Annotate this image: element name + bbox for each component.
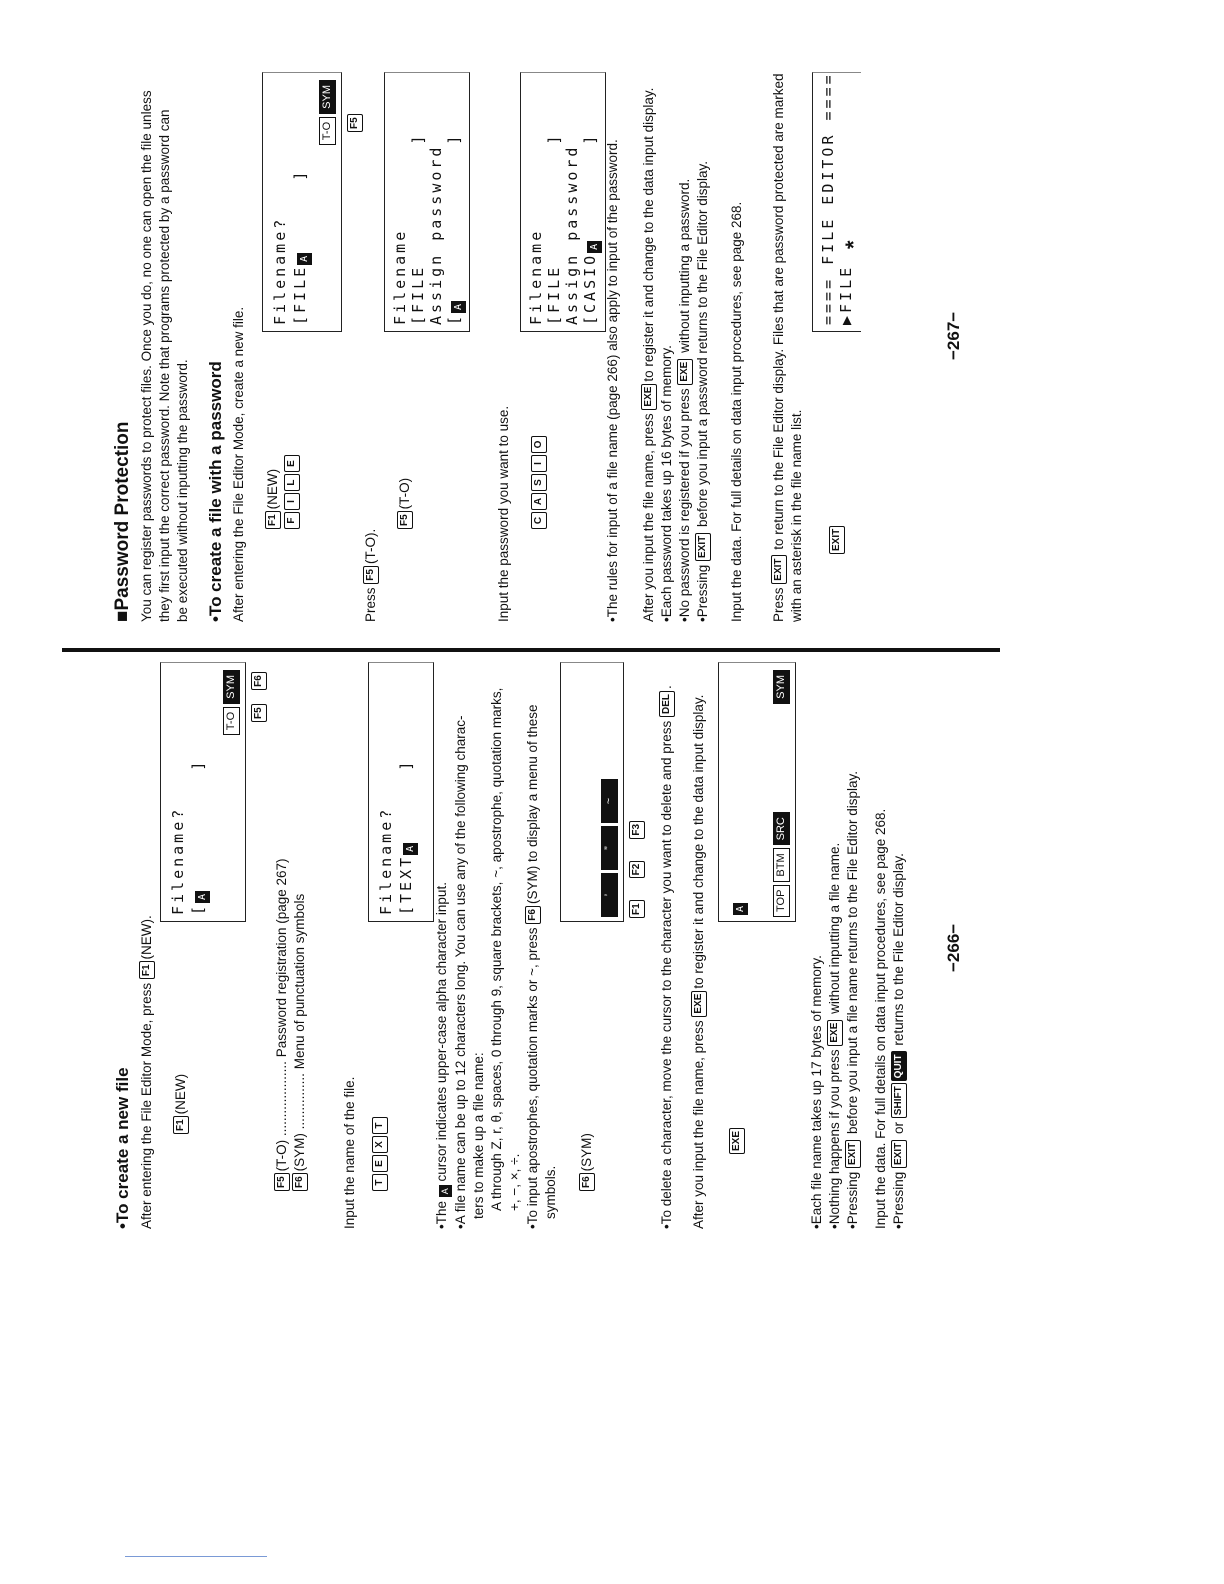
bullet1-text: •The [434, 1201, 449, 1229]
exe-key-icon: EXE [641, 384, 657, 410]
lcd-line3: Assign password [563, 144, 581, 325]
f1-key-icon: F1 [173, 1116, 189, 1134]
lcd-sym-menu [560, 662, 624, 922]
exit-key-icon: EXIT [695, 533, 711, 561]
left-intro-tail: (NEW). [139, 915, 154, 960]
del-key-icon: DEL [659, 691, 675, 717]
bullet3b: (SYM) to display a menu of these [525, 704, 540, 905]
t-key-icon: T [372, 1174, 388, 1191]
exit-key-icon: EXIT [771, 555, 787, 583]
bullet2d: +, −, ×, ÷. [507, 1153, 522, 1211]
lcd-line1: Filename? [377, 806, 395, 915]
note2a: •Nothing happens if you press [827, 1049, 842, 1229]
softkey-to: T-O [223, 707, 240, 735]
lcd-line2: [FILE ] [545, 132, 563, 325]
shift-key-icon: SHIFT [891, 1083, 907, 1118]
f3-key-icon: F3 [629, 821, 645, 839]
cursor-icon: A [587, 241, 602, 253]
lcd-screen-assign [384, 72, 470, 332]
f6-key-icon: F6 [579, 1173, 595, 1191]
option-f5-desc: Password registration (page 267) [274, 858, 289, 1058]
sym-step-label: (SYM) [579, 1133, 594, 1172]
softkey-sym: SYM [773, 670, 790, 704]
f-key-icon: F [284, 512, 300, 529]
right-intro: After entering the File Editor Mode, create a new file. [231, 306, 246, 622]
lcd-line4-prefix: [ [445, 312, 463, 325]
f6-key-icon: F6 [251, 672, 267, 690]
right-step1 [264, 469, 282, 529]
press-exit-line1 [770, 2, 788, 622]
lcd-cursor-line [727, 903, 748, 915]
cursor-icon: A [297, 253, 312, 265]
right-note3 [694, 2, 712, 622]
lcd-line1: Filename [391, 228, 409, 325]
input-name-text: Input the name of the file. [342, 1076, 357, 1229]
o-key-icon: O [531, 436, 547, 453]
s-key-icon: S [531, 474, 547, 491]
lcd-line2: [FILE ] [409, 132, 427, 325]
lcd-line2: ▶FILE [837, 264, 855, 325]
lcd-line3: Assign password [427, 144, 445, 325]
option-f6 [291, 894, 309, 1191]
cursor-icon: A [195, 891, 210, 903]
note3 [844, 299, 862, 1229]
right-after [640, 2, 712, 622]
bullet3c: symbols. [543, 1165, 558, 1219]
softkey-sym: SYM [223, 670, 240, 704]
para3: be executed without inputting the password. [175, 359, 190, 622]
lcd-line1: Filename? [169, 806, 187, 915]
right-heading [112, 422, 134, 622]
exit-key-icon: EXIT [829, 526, 845, 554]
t-key-icon: T [372, 1117, 388, 1134]
right-data: Input the data. For full details on data input procedures, see page 268. [729, 201, 744, 622]
right-heading-text: Password Protection [112, 421, 133, 611]
lcd-line1: Filename? [271, 216, 289, 325]
right-after-a: After you input the file name, press [641, 413, 656, 622]
exit-key-icon: EXIT [891, 1140, 907, 1168]
lcd-line2-suffix: ] [291, 168, 309, 181]
left-notes [808, 299, 862, 1229]
cursor-icon: A [733, 903, 748, 915]
lcd-line4 [581, 133, 602, 325]
lcd-line4-prefix: [CASIO [581, 252, 599, 325]
bullet1-tail: cursor indicates upper-case alpha character input. [434, 882, 449, 1182]
lcd-line4-suffix: ] [445, 132, 463, 145]
cursor-icon: A [403, 843, 418, 855]
lcd-screen-file [262, 72, 342, 332]
right-press-exit [770, 2, 806, 622]
press-exit-c: with an asterisk in the file name list. [789, 409, 804, 622]
page-number-266: −266− [944, 923, 963, 972]
a-key-icon: A [531, 493, 547, 510]
data2 [890, 299, 908, 1229]
press-tail: (T-O). [363, 528, 378, 565]
softkey-src: SRC [773, 812, 790, 845]
press-exit-a: Press [771, 587, 786, 622]
exe-key-icon: EXE [677, 359, 693, 385]
right-note3b: before you input a password returns to the File Editor display. [695, 161, 710, 527]
left-step1-label: (NEW) [173, 1073, 188, 1115]
lcd-softkeys [773, 667, 791, 917]
softkey-sym: SYM [319, 80, 336, 114]
f1-key-icon: F1 [265, 511, 281, 529]
sym-apostrophe: ’ [601, 873, 618, 917]
c-key-icon: C [531, 512, 547, 529]
left-data [872, 299, 908, 1229]
softkey-to: T-O [319, 117, 336, 145]
bullet-cursor [433, 299, 452, 1229]
left-intro-text: After entering the File Editor Mode, press [139, 982, 154, 1229]
para2: they first input the correct password. Note that programs protected by a password can [157, 109, 172, 622]
bullet2c: A through Z, r, θ, spaces, 0 through 9, square brackets, ~, apostrophe, quotation marks, [489, 687, 504, 1211]
option-f6-label: (SYM) ............... [292, 1073, 307, 1172]
right-step2-label: (T-O) [397, 477, 412, 510]
sym-tilde: ~ [601, 779, 618, 823]
lcd-line2 [291, 169, 312, 325]
lcd-data-input [718, 662, 796, 922]
right-note2a: •No password is registered if you press [677, 388, 692, 622]
footer-line [125, 1556, 267, 1557]
exe-key-icon: EXE [729, 1128, 745, 1154]
f1-key-icon: F1 [139, 961, 155, 979]
right-note3a: •Pressing [695, 564, 710, 622]
data2-or: or [891, 1121, 906, 1134]
page-number-267: −267− [944, 311, 963, 360]
x-key-icon: X [372, 1136, 388, 1153]
password-keys [530, 434, 548, 529]
e-key-icon: E [284, 455, 300, 472]
note2b: without inputting a file name. [827, 842, 842, 1014]
f5-key-icon: F5 [274, 1173, 290, 1191]
lcd-softkeys [223, 667, 241, 735]
input-password-text: Input the password you want to use. [496, 405, 511, 622]
lcd-line2-suffix: ] [397, 758, 415, 771]
asterisk-icon: * [841, 240, 866, 249]
f1-key-icon: F1 [629, 900, 645, 918]
i-key-icon: I [531, 455, 547, 472]
left-heading: •To create a new file [113, 1067, 132, 1229]
note3a: •Pressing [845, 1171, 860, 1229]
right-note1: •Each password takes up 16 bytes of memory. [659, 345, 674, 622]
right-step2 [396, 478, 414, 529]
option-f5 [273, 858, 291, 1191]
lcd-line1: ==== FILE EDITOR ==== [819, 72, 837, 325]
i-key-icon: I [284, 493, 300, 510]
e-key-icon: E [372, 1155, 388, 1172]
press-f5 [362, 529, 380, 622]
note2 [826, 299, 844, 1229]
lcd-line2 [189, 759, 210, 915]
right-step1-label: (NEW) [265, 468, 280, 510]
right-subheading: •To create a file with a password [206, 361, 225, 622]
lcd-line4 [445, 133, 466, 325]
bullet2a: •A file name can be up to 12 characters long. You can use any of the following charac- [453, 715, 468, 1229]
lcd-screen-filename [160, 662, 246, 922]
f5-key-icon: F5 [363, 566, 379, 584]
exe-step [728, 1126, 746, 1154]
lcd-line2-prefix: [TEXT [397, 854, 415, 915]
note1: •Each file name takes up 17 bytes of memory. [809, 955, 824, 1229]
softkey-btm: BTM [773, 848, 790, 881]
right-fkeys [346, 112, 364, 132]
sym-fkeys [628, 819, 646, 918]
after-text-tail: to register it and change to the data input display. [691, 694, 706, 989]
name-keys [371, 1115, 389, 1191]
right-intro-para [138, 0, 192, 622]
right-after-line [640, 2, 658, 622]
f5-key-icon: F5 [397, 511, 413, 529]
lcd-softkeys [319, 77, 337, 145]
delete-text: •To delete a character, move the cursor to the character you want to delete and press DEL. [659, 685, 674, 1229]
lcd-line4-suffix: ] [581, 132, 599, 145]
lcd-line1: Filename [527, 228, 545, 325]
right-note2b: without inputting a password. [677, 178, 692, 353]
f5-key-icon: F5 [347, 114, 363, 132]
quit-key-icon: QUIT [891, 1051, 907, 1081]
lcd-line2-prefix: [FILE [291, 264, 309, 325]
lcd-line2 [397, 759, 418, 915]
para1: You can register passwords to protect files. Once you do, no one can open the file unless [139, 90, 154, 622]
exe-key-icon: EXE [691, 991, 707, 1017]
data2a: •Pressing [891, 1171, 906, 1229]
right-note2 [676, 2, 694, 622]
left-intro [138, 915, 156, 1229]
lcd-screen-text [368, 662, 434, 922]
press-text: Press [363, 587, 378, 622]
lcd-line2-suffix: ] [189, 758, 207, 771]
after-text-body: After you input the file name, press [691, 1020, 706, 1229]
lcd-screen-casio [520, 72, 606, 332]
cursor-icon: A [451, 301, 466, 313]
exit-key-icon: EXIT [845, 1140, 861, 1168]
option-f6-desc: Menu of punctuation symbols [292, 893, 307, 1070]
right-after-b: to register it and change to the data input display. [641, 87, 656, 382]
delete-text-body: •To delete a character, move the cursor to the character you want to delete and press [659, 720, 674, 1229]
bullet3a: •To input apostrophes, quotation marks or ~, press [525, 927, 540, 1229]
page-divider-line [62, 648, 1000, 652]
exit-step [828, 524, 846, 554]
f5-key-icon: F5 [251, 704, 267, 722]
left-step1 [172, 1074, 190, 1134]
sym-quote: ” [601, 826, 618, 870]
rules-text: •The rules for input of a file name (page 266) also apply to input of the password. [605, 139, 620, 622]
square-bullet-icon: ■ [112, 610, 133, 622]
option-f5-label: (T-O) .................... [274, 1061, 289, 1172]
f6-key-icon: F6 [292, 1173, 308, 1191]
press-exit-b: to return to the File Editor display. Files that are password protected are marked [771, 73, 786, 550]
file-keys [283, 453, 301, 529]
cursor-icon: A [439, 1185, 452, 1197]
lcd-line2-prefix: [ [189, 902, 207, 915]
l-key-icon: L [284, 474, 300, 491]
bullet2b: ters to make up a file name: [471, 1052, 486, 1219]
lcd-file-editor [812, 72, 866, 332]
note3b: before you input a file name returns to the File Editor display. [845, 771, 860, 1134]
f2-key-icon: F2 [629, 861, 645, 879]
sym-menu-items [601, 776, 619, 917]
lcd-fkeys [250, 670, 268, 722]
sym-step [578, 1133, 596, 1191]
data2b: returns to the File Editor display. [891, 853, 906, 1046]
data1: Input the data. For full details on data input procedures, see page 268. [873, 808, 888, 1229]
exe-key-icon: EXE [827, 1020, 843, 1046]
softkey-top: TOP [773, 885, 790, 917]
f6-key-icon: F6 [525, 906, 541, 924]
